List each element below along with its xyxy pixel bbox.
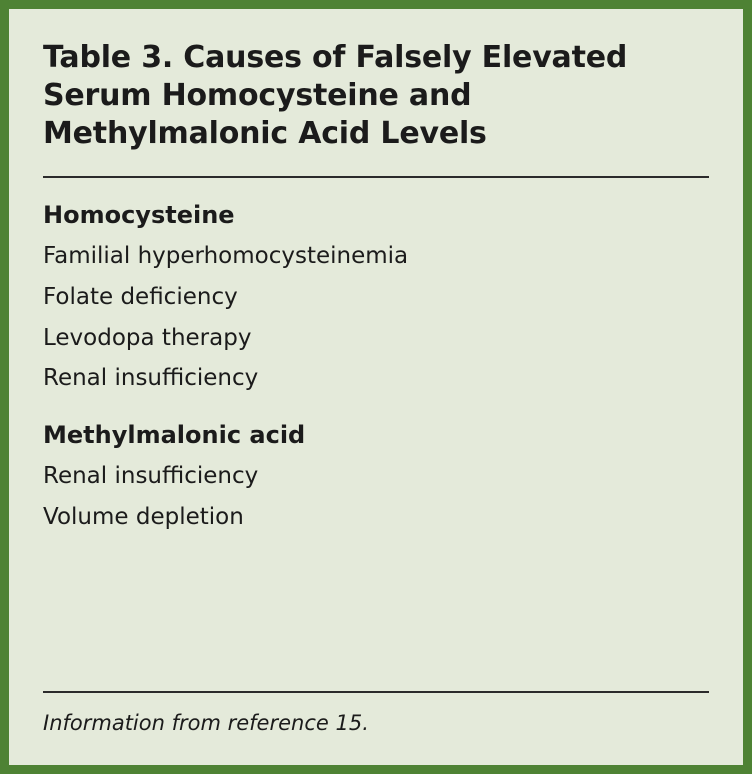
footer-padding: [43, 737, 709, 765]
table-inner: [9, 9, 743, 765]
table-title: Table 3. Causes of Falsely Elevated Serum Homocysteine and Methylmalonic Acid Levels: [43, 40, 628, 152]
table-row: Levodopa therapy: [43, 324, 252, 351]
table-row: Folate deficiency: [43, 283, 238, 310]
footer-divider: [43, 691, 709, 693]
table-row: Familial hyperhomocysteinemia: [43, 242, 409, 269]
group-heading-homocysteine: Homocysteine: [43, 201, 235, 230]
header-divider: [43, 176, 709, 178]
group-heading-methylmalonic-acid: Methylmalonic acid: [43, 421, 306, 450]
table-row: Renal insufficiency: [43, 365, 259, 392]
table-row: Volume depletion: [43, 503, 244, 530]
table-body: [43, 200, 709, 542]
table-footnote: Information from reference 15.: [43, 710, 369, 735]
table-row: Renal insufficiency: [43, 462, 259, 489]
layout-spacer: [43, 543, 709, 691]
